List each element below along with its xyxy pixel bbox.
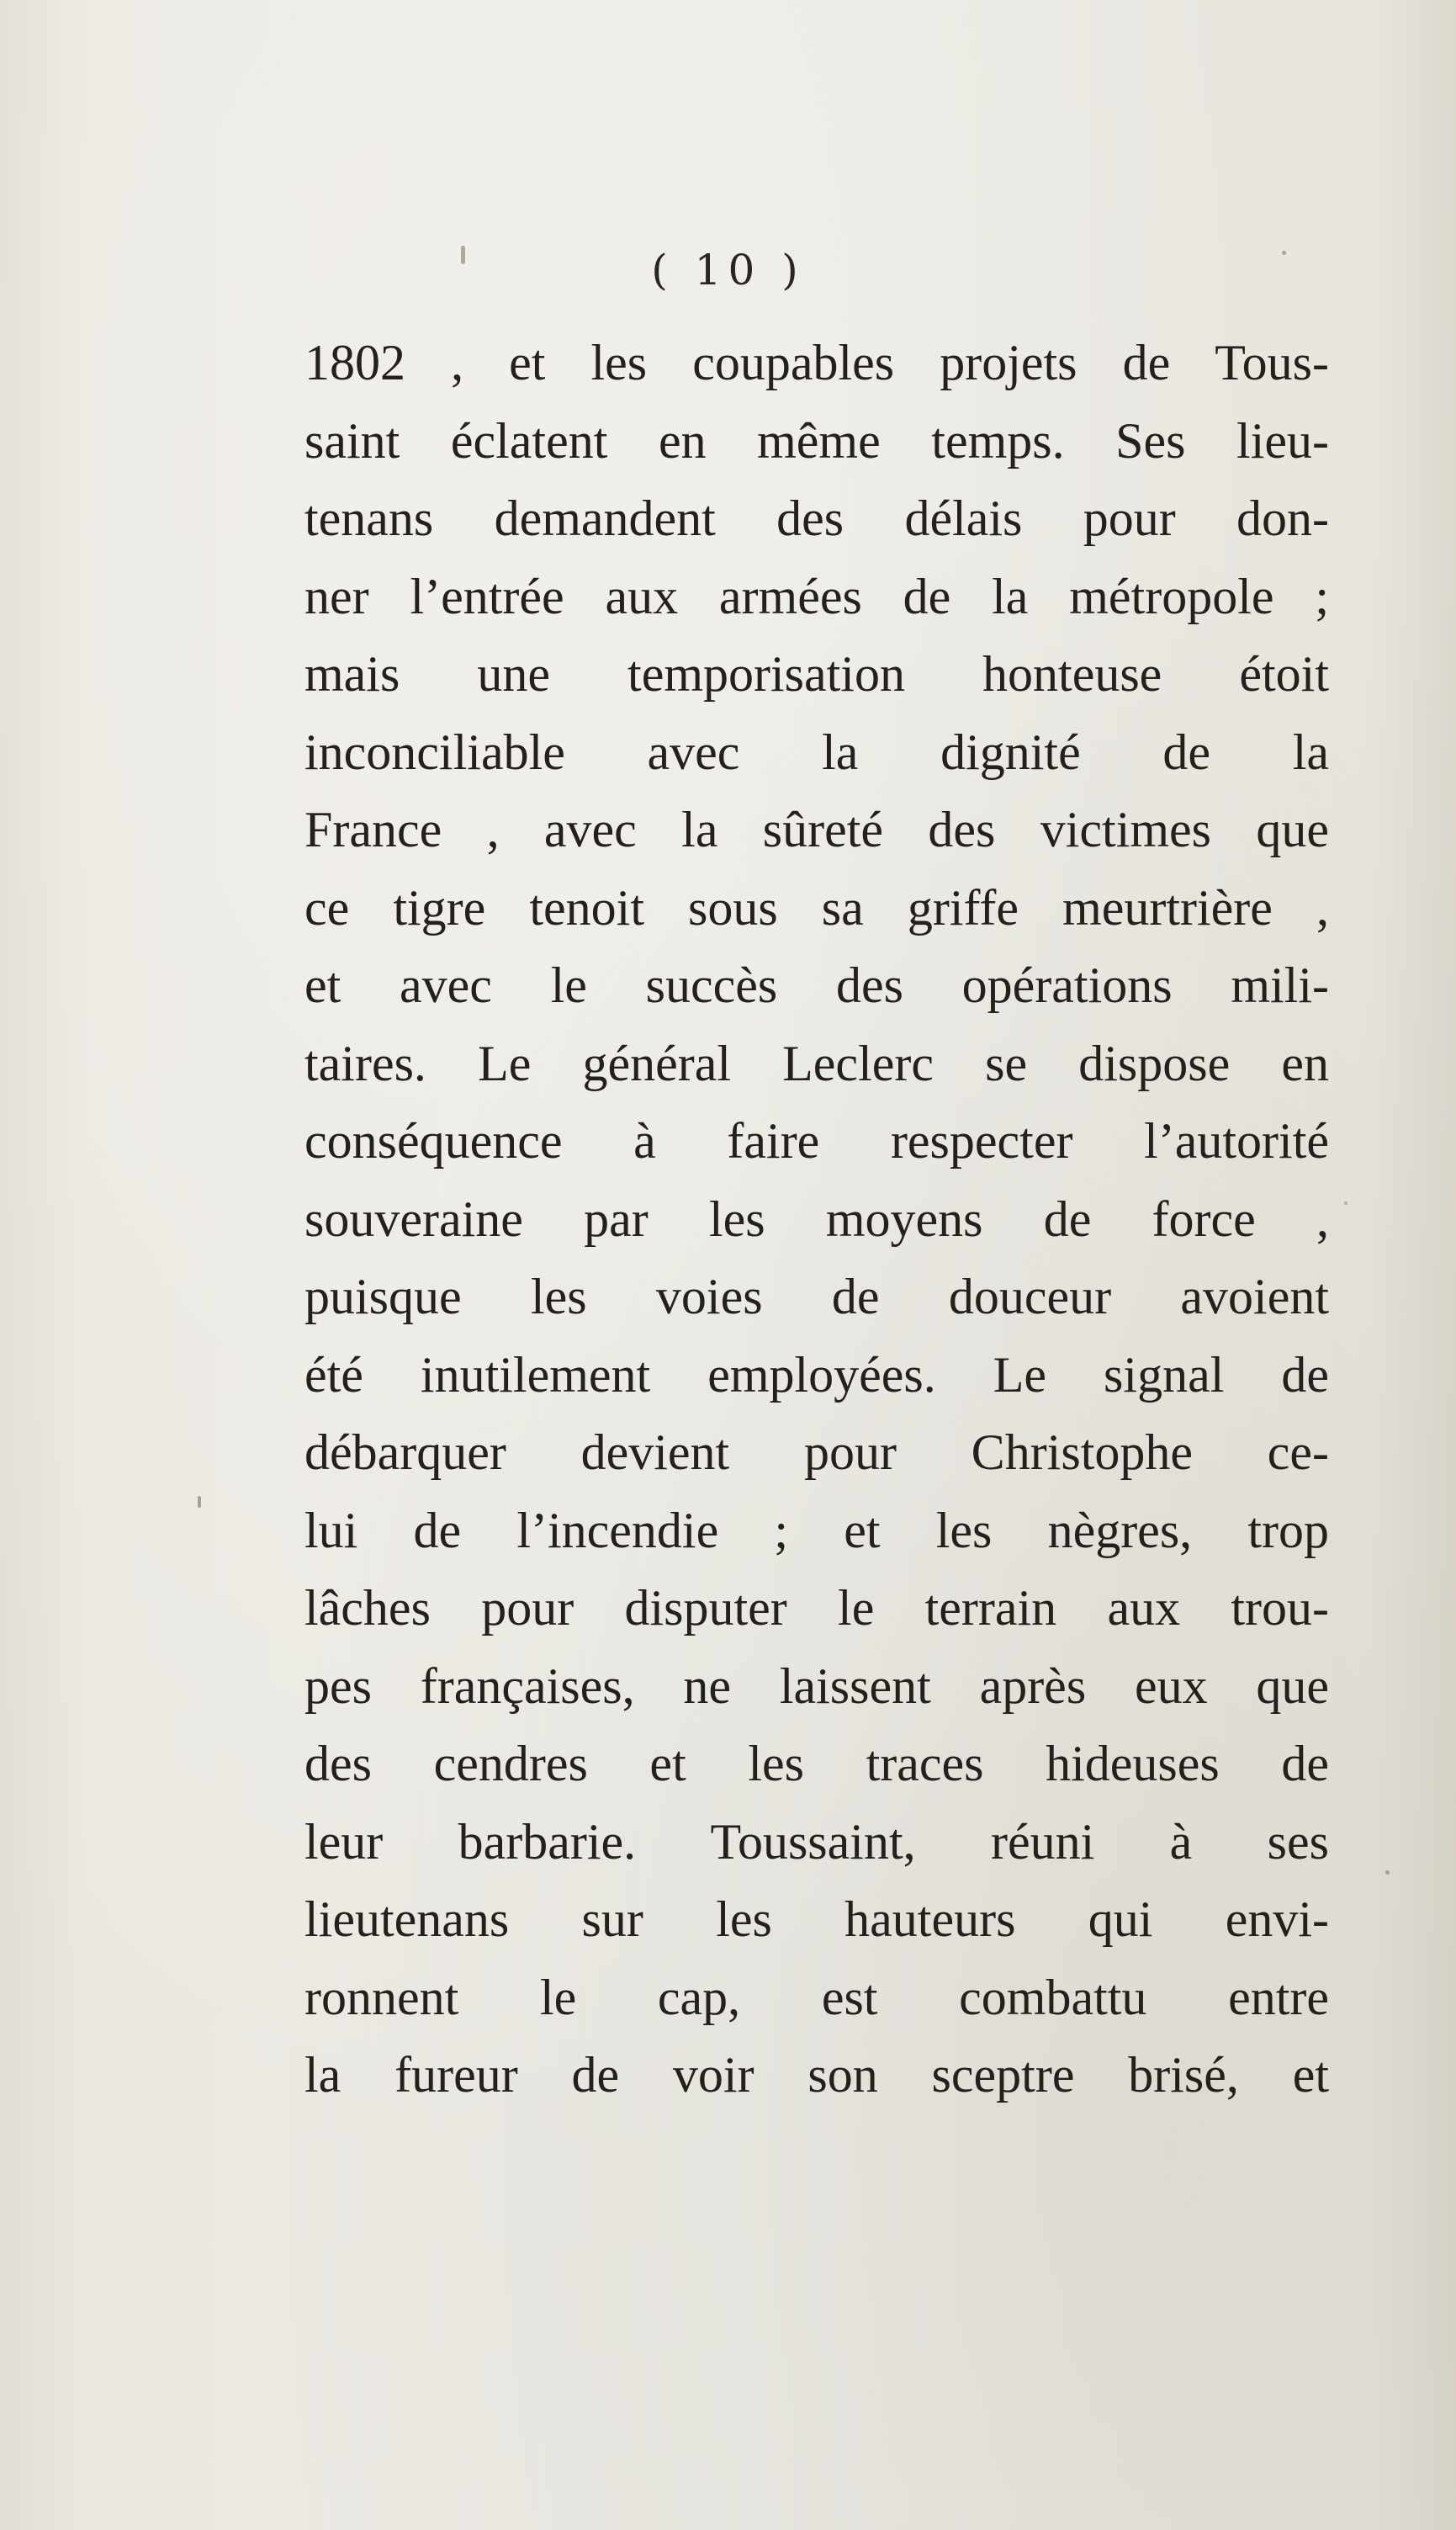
text-line: débarquer devient pour Christophe ce- [304, 1424, 1329, 1480]
text-line: la fureur de voir son sceptre brisé, et [304, 2047, 1329, 2103]
text-line: 1802 , et les coupables projets de Tous- [304, 335, 1329, 390]
text-line: souveraine par les moyens de force , [304, 1191, 1329, 1247]
text-line: mais une temporisation honteuse étoit [304, 646, 1329, 702]
body-text [304, 324, 1329, 2114]
text-line: conséquence à faire respecter l’autorité [304, 1113, 1329, 1169]
text-line: leur barbarie. Toussaint, réuni à ses [304, 1813, 1329, 1870]
text-line: lieutenans sur les hauteurs qui envi- [304, 1891, 1329, 1947]
paper-speck [1344, 1201, 1347, 1205]
text-line: tenans demandent des délais pour don- [304, 491, 1329, 546]
text-line: ronnent le cap, est combattu entre [304, 1969, 1329, 2025]
text-line: ce tigre tenoit sous sa griffe meurtrière , [304, 879, 1329, 936]
text-line: été inutilement employées. Le signal de [304, 1346, 1329, 1403]
text-line: lâches pour disputer le terrain aux trou- [304, 1580, 1329, 1636]
text-line: saint éclatent en même temps. Ses lieu- [304, 412, 1329, 469]
text-line: pes françaises, ne laissent après eux que [304, 1657, 1329, 1714]
text-line: des cendres et les traces hideuses de [304, 1736, 1329, 1791]
text-line: ner l’entrée aux armées de la métropole ; [304, 568, 1329, 624]
text-line: France , avec la sûreté des victimes que [304, 802, 1329, 857]
paper-speck [198, 1496, 201, 1508]
text-line: taires. Le général Leclerc se dispose en [304, 1035, 1329, 1091]
text-line: lui de l’incendie ; et les nègres, trop [304, 1502, 1329, 1558]
text-line: puisque les voies de douceur avoient [304, 1269, 1329, 1324]
text-line: inconciliable avec la dignité de la [304, 724, 1329, 780]
page-number: ( 10 ) [651, 246, 805, 294]
text-line: et avec le succès des opérations mili- [304, 957, 1329, 1013]
paper-speck [1385, 1870, 1390, 1875]
